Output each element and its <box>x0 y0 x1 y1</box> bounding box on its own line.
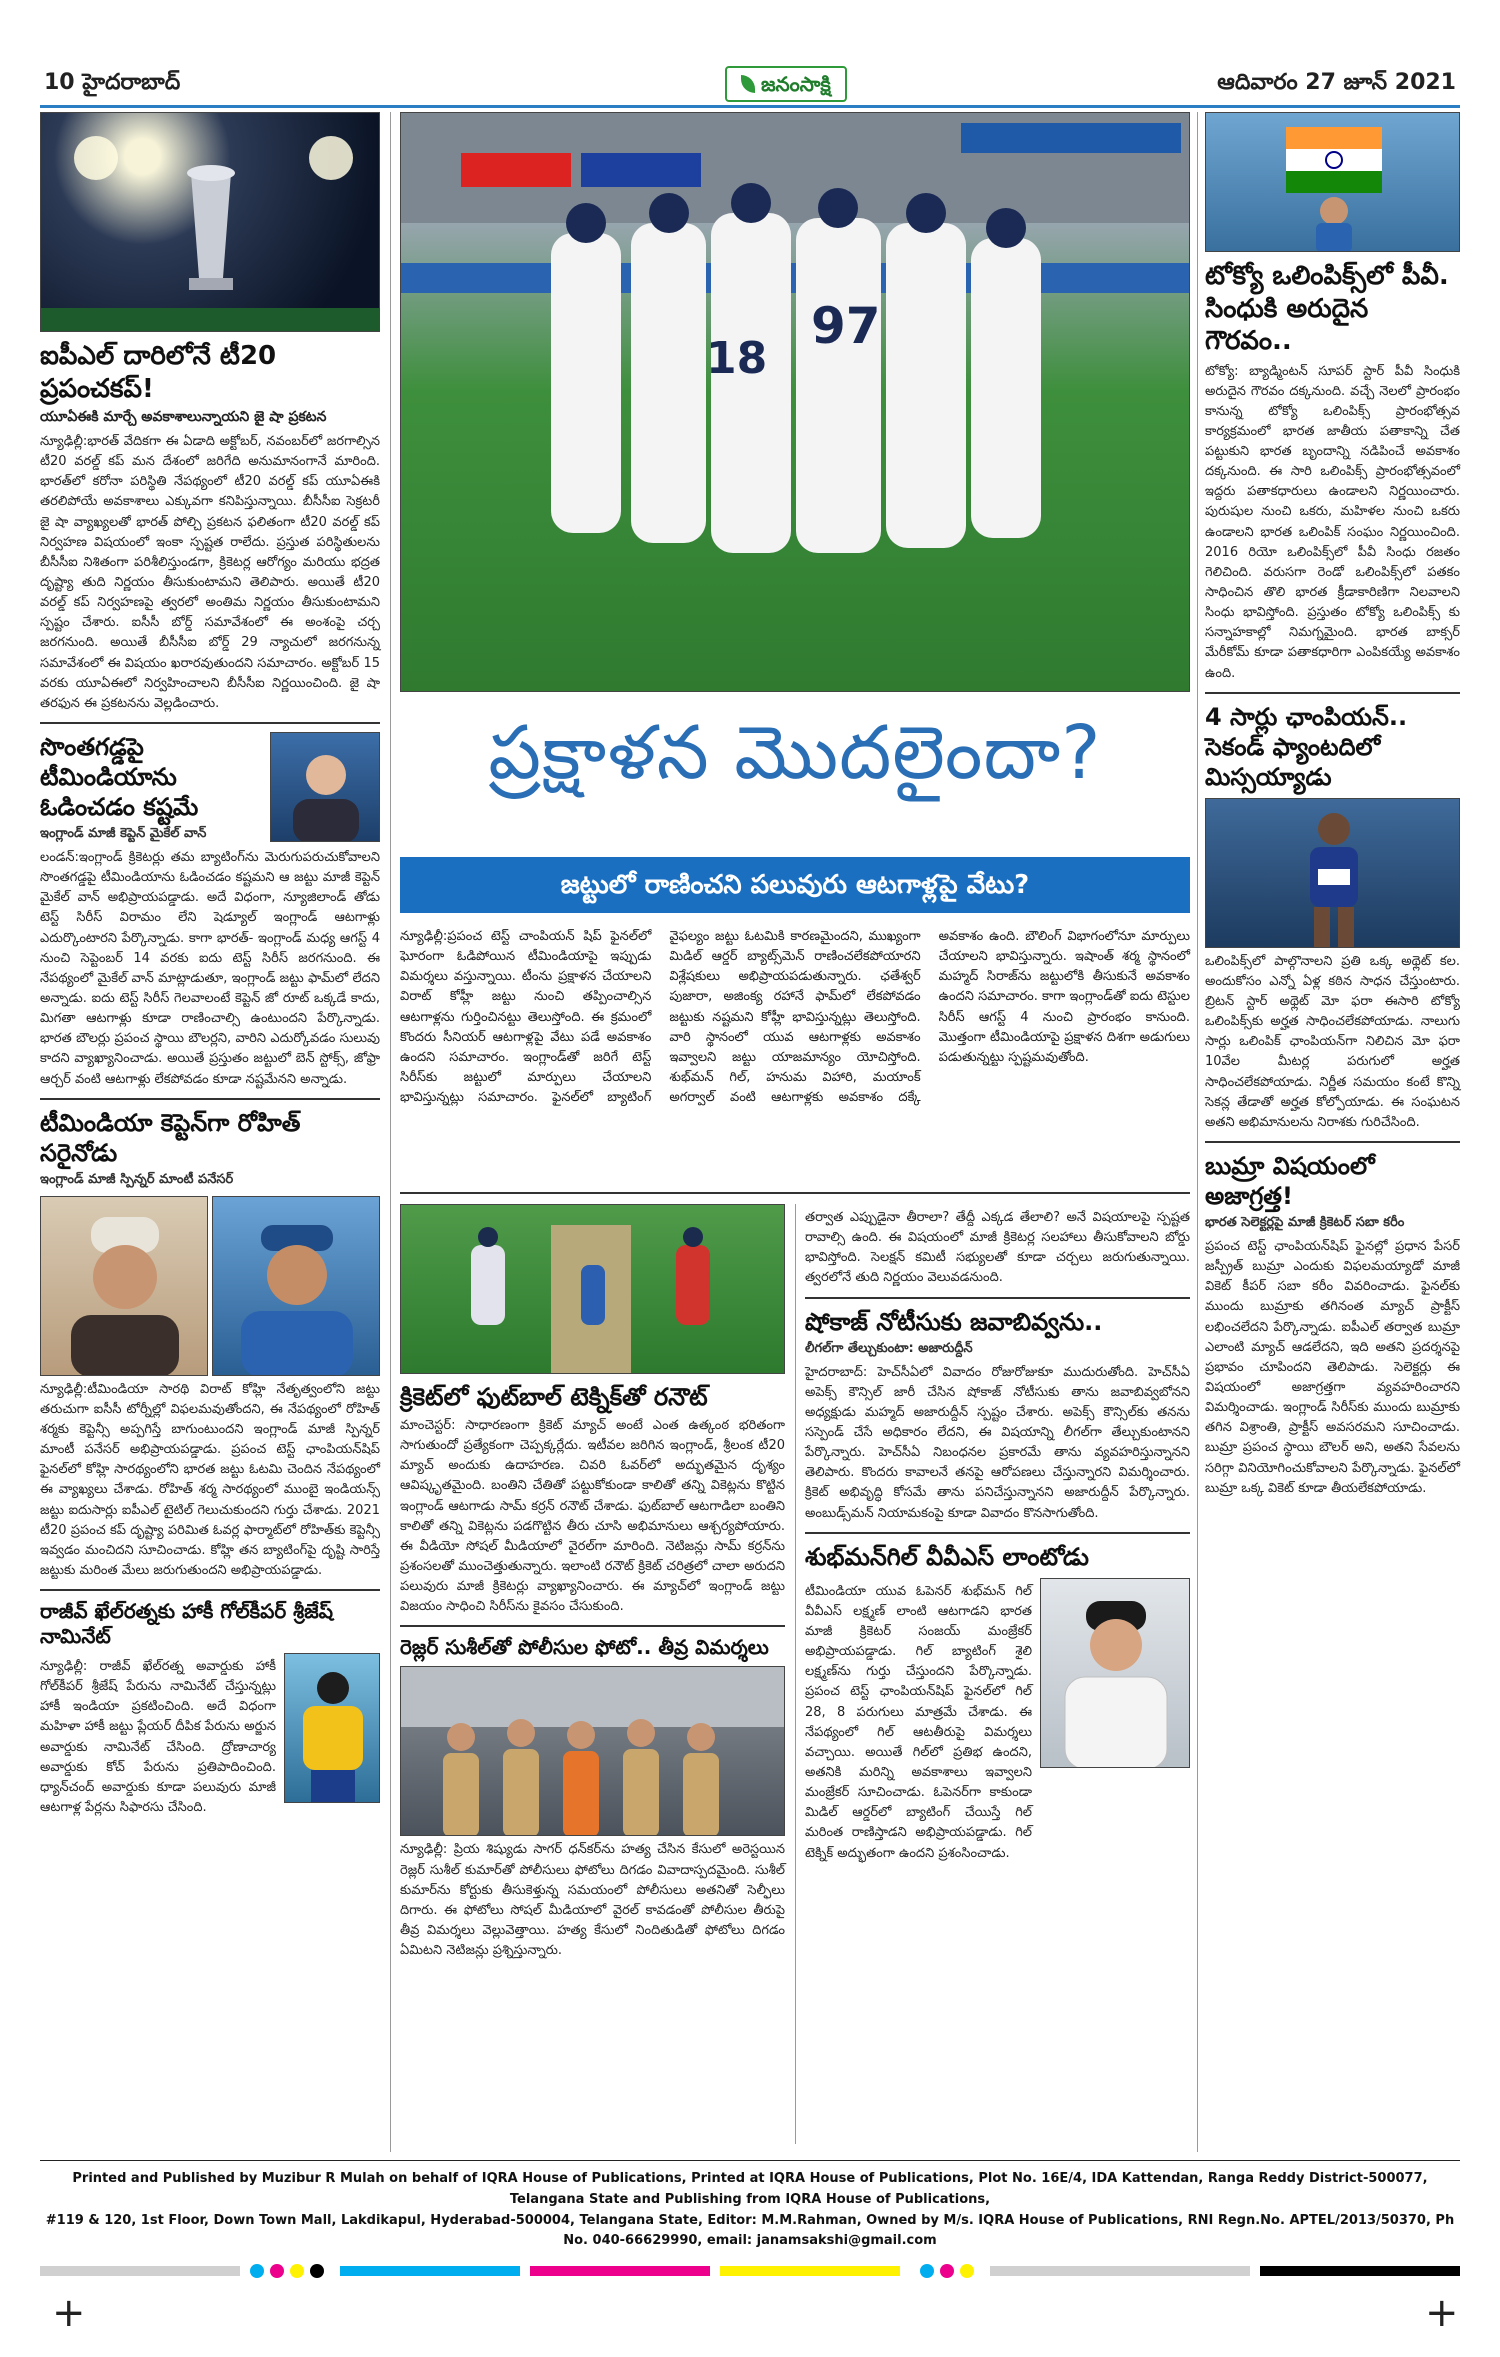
article-body-sushil: న్యూఢిల్లీ: ప్రియ శిష్యుడు సాగర్ ధన్‌కర్‌ను హత్య చేసిన కేసులో అరెస్టయిన రెజ్లర్ సుశీల్ కుమార్‌తో పోలీసులు ఫోటోలు దిగడం వివాదాస్పదమైంది. సుశీల్ కుమార్‌ను కోర్టుకు తీసుకెళ్తున్న సమయంలో పోలీసులు అతనితో సెల్ఫీలు దిగారు. ఈ ఫోటోలు సోషల్ మీడియాలో వైరల్ కావడంతో పోలీసుల తీరుపై తీవ్ర విమర్శలు వెల్లువెత్తాయి. హత్య కేసులో నిందితుడితో ఫోటోలు దిగడం ఏమిటని నెటిజన్లు ప్రశ్నిస్తున్నారు. <box>400 1842 785 1959</box>
grey-bar <box>990 2266 1250 2276</box>
headline-runout: క్రికెట్‌లో ఫుట్‌బాల్ టెక్నిక్‌తో రనౌట్ <box>400 1383 708 1411</box>
headline-sindhu: టోక్యో ఒలింపిక్స్‌లో పీవీ. సింధుకి అరుదైన గౌరవం.. <box>1205 261 1449 356</box>
article-body-runout: మాంచెస్టర్: సాధారణంగా క్రికెట్ మ్యాచ్ అంటే ఎంత ఉత్కంఠ భరితంగా సాగుతుందో ప్రత్యేకంగా చెప్పక్కర్లేదు. ఇటీవల జరిగిన ఇంగ్లాండ్, శ్రీలంక టీ20 మ్యాచ్ అందుకు ఉదాహరణ. చివరి ఓవర్‌లో అద్భుతమైన దృశ్యం ఆవిష్కృతమైంది. బంతిని చేతితో పట్టుకోకుండా కాలితో తన్ని వికెట్లను కొట్టిన ఇంగ్లాండ్ ఆటగాడు సామ్ కర్రన్ రనౌట్ చేశాడు. ఫుట్‌బాల్ ఆటగాడిలా బంతిని కాలితో తన్ని వికెట్లను పడగొట్టిన తీరు చూసి అభిమానులు ఆశ్చర్యపోయారు. ఈ వీడియో సోషల్ మీడియాలో వైరల్‌గా మారింది. నెటిజన్లు సామ్ కర్రన్‌ను ప్రశంసలతో ముంచెత్తుతున్నారు. ఇలాంటి రనౌట్ క్రికెట్ చరిత్రలో చాలా అరుదని పలువురు మాజీ క్రికెటర్లు వ్యాఖ్యానించారు. ఈ మ్యాచ్‌లో ఇంగ్లాండ్ జట్టు విజయం సాధించి సిరీస్‌ను కైవసం చేసుకుంది. <box>400 1418 785 1615</box>
mofarah-photo <box>1205 798 1460 948</box>
divider <box>805 1297 1190 1299</box>
byline-panesar: ఇంగ్లాండ్ మాజీ స్పిన్నర్ మాంటీ పనేసర్ <box>40 1171 234 1187</box>
sushil-police-photo <box>400 1666 785 1836</box>
divider <box>1205 1141 1460 1143</box>
divider <box>40 722 380 724</box>
magenta-dot <box>940 2264 954 2278</box>
article-lead-continued: తర్వాత ఎప్పుడైనా తీరాలా? తేద్దీ ఎక్కడ తేలాలి? అనే విషయాలపై స్పష్టత రావాల్సి ఉంది. ఈ విషయంలో మాజీ క్రికెటర్ల సలహాలు తీసుకోవాలని బోర్డు భావిస్తోంది. సెలక్షన్ కమిటీ సభ్యులతో కూడా చర్చలు జరుగుతున్నాయి. త్వరలోనే తుది నిర్ణయం వెలువడనుంది. <box>805 1210 1190 1286</box>
imprint-line-1: Printed and Published by Muzibur R Mulah on behalf of IQRA House of Publications, Printed at IQRA House of Publications, Plot No. 16E/4, IDA Kattendan, Ranga Reddy District-500077, Telangana State and Publishing from IQRA House of Publications, <box>72 2171 1428 2207</box>
left-column <box>40 112 380 2152</box>
main-headline: ప్రక్షాళన మొదలైందా? <box>488 710 1102 796</box>
headline-sreejesh: రాజీవ్ ఖేల్‌రత్నకు హాకీ గోల్‌కీపర్ శ్రీజేష్ నామినేట్ <box>40 1599 334 1649</box>
yellow-bar <box>720 2266 900 2276</box>
column-divider <box>795 1204 796 2144</box>
black-dot <box>310 2264 324 2278</box>
yellow-dot <box>290 2264 304 2278</box>
main-subheadline-banner: జట్టులో రాణించని పలువురు ఆటగాళ్లపై వేటు? <box>400 857 1190 913</box>
section-name: హైదరాబాద్ <box>82 70 181 95</box>
rohit-photo <box>212 1196 380 1376</box>
logo-text: జనంసాక్షి <box>761 72 831 96</box>
headline-rohit: టీమిండియా కెప్టెన్‌గా రోహిత్ సరైనోడు <box>40 1108 301 1167</box>
grey-bar <box>40 2266 240 2276</box>
black-bar <box>1260 2266 1460 2276</box>
cricket-field-illustration <box>401 1205 785 1374</box>
cyan-dot <box>250 2264 264 2278</box>
team-huddle-photo <box>400 112 1190 692</box>
article-sreejesh <box>40 1653 380 1818</box>
middle-column <box>400 112 1190 2152</box>
issue-date: ఆదివారం 27 జూన్ 2021 <box>1217 70 1456 95</box>
headline-t20-worldcup: ఐపీఎల్ దారిలోనే టీ20 ప్రపంచకప్! <box>40 341 277 404</box>
divider <box>400 1625 785 1627</box>
main-article-body: న్యూఢిల్లీ:ప్రపంచ టెస్ట్ చాంపియన్ షిప్ ఫైనల్‌లో ఘోరంగా ఓడిపోయిన టీమిండియాపై ఇప్పుడు విమర్శలు వస్తున్నాయి. టీంను ప్రక్షాళన చేయాలని విరాట్ కోహ్లీ జట్టు నుంచి తప్పించాల్సిన ఆటగాళ్లను గుర్తించినట్టు తెలుస్తోంది. ఈ క్రమంలో కొందరు సీనియర్ ఆటగాళ్లపై వేటు పడే అవకాశం ఉందని సమాచారం. ఇంగ్లాండ్‌తో జరిగే టెస్ట్ సిరీస్‌కు జట్టులో మార్పులు చేయాలని భావిస్తున్నట్లు సమాచారం. ఫైనల్‌లో బ్యాటింగ్ వైఫల్యం జట్టు ఓటమికి కారణమైందని, ముఖ్యంగా మిడిల్ ఆర్డర్ బ్యాట్స్‌మెన్ రాణించలేకపోయారని విశ్లేషకులు అభిప్రాయపడుతున్నారు. ఛతేశ్వర్ పుజారా, అజింక్య రహానే ఫామ్‌లో లేకపోవడం జట్టుకు నష్టమని కోహ్లీ భావిస్తున్నట్లు తెలుస్తోంది. వారి స్థానంలో యువ ఆటగాళ్లకు అవకాశం ఇవ్వాలని జట్టు యాజమాన్యం యోచిస్తోంది. శుభ్‌మన్ గిల్, హనుమ విహారి, మయాంక్ అగర్వాల్ వంటి ఆటగాళ్లకు అవకాశం దక్కే అవకాశం ఉంది. బౌలింగ్ విభాగంలోనూ మార్పులు చేయాలని భావిస్తున్నారు. ఇషాంత్ శర్మ స్థానంలో మహ్మద్ సిరాజ్‌ను జట్టులోకి తీసుకునే అవకాశం ఉందని సమాచారం. కాగా ఇంగ్లాండ్‌తో ఐదు టెస్టుల సిరీస్ ఆగస్ట్ 4 నుంచి ప్రారంభం కానుంది. మొత్తంగా టీమిండియాపై ప్రక్షాళన దిశగా అడుగులు పడుతున్నట్టు స్పష్టమవుతోంది. <box>400 929 1190 1106</box>
article-body-sindhu: టోక్యో: బ్యాడ్మింటన్ సూపర్ స్టార్ పీవీ సింధుకి అరుదైన గౌరవం దక్కనుంది. వచ్చే నెలలో ప్రారంభం కానున్న టోక్యో ఒలింపిక్స్ ప్రారంభోత్సవ కార్యక్రమంలో భారత జాతీయ పతాకాన్ని చేత పట్టుకుని భారత బృందాన్ని నడిపించే అవకాశం దక్కనుంది. ఈ సారి ఒలింపిక్స్ ప్రారంభోత్సవంలో ఇద్దరు పతాకధారులు ఉండాలని నిర్ణయించారు. పురుషుల నుంచి ఒకరు, మహిళల నుంచి ఒకరు ఉండాలని భారత ఒలింపిక్ సంఘం నిర్ణయించింది. 2016 రియో ఒలింపిక్స్‌లో పీవీ సింధు రజతం గెలిచింది. వరుసగా రెండో ఒలింపిక్స్‌లో పతకం సాధించిన తొలి భారత క్రీడాకారిణిగా నిలవాలని సింధు భావిస్తోంది. ప్రస్తుతం టోక్యో ఒలింపిక్స్ కు సన్నాహకాల్లో నిమగ్నమైంది. భారత బాక్సర్ మేరీకోమ్ కూడా పతాకధారిగా ఎంపికయ్యే అవకాశం ఉంది. <box>1205 363 1460 681</box>
divider <box>400 1192 1190 1194</box>
masthead <box>40 62 1460 108</box>
column-divider <box>390 112 391 2152</box>
runout-photo <box>400 1204 785 1374</box>
column-divider <box>1197 112 1198 2152</box>
yellow-dot <box>960 2264 974 2278</box>
cyan-dot <box>920 2264 934 2278</box>
headline-sushil: రెజ్లర్ సుశీల్‌తో పోలీసుల ఫోటో.. తీవ్ర విమర్శలు <box>400 1635 769 1660</box>
subheadline-t20: యూఏఈకి మార్చే అవకాశాలున్నాయని జై షా ప్రకటన <box>40 409 327 425</box>
article-vaughan <box>40 732 380 844</box>
team-huddle-illustration <box>401 113 1190 692</box>
svg-text:18: 18 <box>706 333 768 384</box>
gill-photo <box>1040 1578 1190 1768</box>
vaughan-photo <box>270 732 380 842</box>
article-body-vaughan: లండన్:ఇంగ్లాండ్ క్రికెటర్లు తమ బ్యాటింగ్‌ను మెరుగుపరుచుకోవాలని సొంతగడ్డపై టీమిండియాను ఓడించడం కష్టమని ఆ జట్టు మాజీ కెప్టెన్ మైకేల్ వాన్ అభిప్రాయపడ్డాడు. అదే విధంగా, న్యూజిలాండ్ తోడు టెస్ట్ సిరీస్ విరామం లేని షెడ్యూల్ ఇంగ్లాండ్ ఆటగాళ్లు ఎదుర్కొంటారని పేర్కొన్నాడు. కాగా భారత్- ఇంగ్లాండ్ మధ్య ఆగస్ట్ 4 నుంచి సెప్టెంబర్ 14 వరకు ఐదు టెస్ట్ సిరీస్ జరగనుంది. ఈ నేపథ్యంలో మైకేల్ వాన్ మాట్లాడుతూ, ఇంగ్లాండ్ జట్టు ఫామ్‌లో లేదని అన్నాడు. ఐదు టెస్ట్ సిరీస్ గెలవాలంటే కెప్టెన్ జో రూట్ ఒక్కడే కాదు, మిగతా ఆటగాళ్లు కూడా రాణించాల్సి ఉంటుందని పేర్కొన్నాడు. భారత బౌలర్లు ప్రపంచ స్థాయి బౌలర్లని, వారిని ఎదుర్కోవడం సులువు కాదని వ్యాఖ్యానించాడు. అయితే ప్రస్తుతం జట్టులో బెన్ స్టోక్స్, జోఫ్రా ఆర్చర్ వంటి ఆటగాళ్లు లేకపోవడం కూడా నష్టమేనని అన్నాడు. <box>40 849 380 1087</box>
imprint-footer <box>40 2160 1460 2249</box>
registration-cross-icon: + <box>1425 2290 1459 2336</box>
article-body-rohit: న్యూఢిల్లీ:టీమిండియా సారథి విరాట్ కోహ్లి నేతృత్వంలోని జట్టు తరుచుగా ఐసీసీ టోర్నీల్లో విఫలమవుతోందని, ఈ నేపథ్యంలో రోహిత్ శర్మకు కెప్టెన్సీ అప్పగిస్తే బాగుంటుందని ఇంగ్లాండ్ మాజీ స్పిన్నర్ మాంటీ పనేసర్ అభిప్రాయపడ్డాడు. ప్రపంచ టెస్ట్ ఛాంపియన్‌షిప్ ఫైనల్‌లో కోహ్లి సారథ్యంలోని భారత జట్టు ఓటమి చెందిన నేపథ్యంలో ఈ వ్యాఖ్యలు చేశాడు. రోహిత్ శర్మ సారథ్యంలో ముంబై ఇండియన్స్ జట్టు ఐదుసార్లు ఐపీఎల్ టైటిల్ గెలుచుకుందని గుర్తు చేశాడు. 2021 టీ20 ప్రపంచ కప్ దృష్ట్యా పరిమిత ఓవర్ల ఫార్మాట్‌లో రోహిత్‌కు కెప్టెన్సీ ఇవ్వడం మంచిదని సూచించాడు. కోహ్లి తన బ్యాటింగ్‌పై దృష్టి సారిస్తే జట్టుకు మరింత మేలు జరుగుతుందని అభిప్రాయపడ్డాడు. <box>40 1381 380 1578</box>
byline-vaughan: ఇంగ్లాండ్ మాజీ కెప్టెన్ మైకేల్ వాన్ <box>40 825 207 841</box>
magenta-bar <box>530 2266 710 2276</box>
divider <box>805 1532 1190 1534</box>
article-runout <box>400 1204 785 1961</box>
byline-bumrah: భారత సెలెక్టర్లపై మాజీ క్రికెటర్ సబా కరీం <box>1205 1215 1405 1231</box>
leaf-icon <box>741 75 755 93</box>
registration-cross-icon: + <box>52 2290 86 2336</box>
article-body-t20: న్యూఢిల్లీ:భారత్ వేదికగా ఈ ఏడాది అక్టోబర్, నవంబర్‌లో జరగాల్సిన టీ20 వరల్డ్ కప్ మన దేశంలో జరిగేది అనుమానంగానే మారింది. భారత్‌లో కరోనా పరిస్థితి నేపథ్యంలో టీ20 వరల్డ్ కప్ యూఏఈకి తరలిపోయే అవకాశాలు ఎక్కువగా కనిపిస్తున్నాయి. బీసీసీఐ సెక్రటరీ జై షా వ్యాఖ్యలతో భారత్ పోల్చి ప్రకటన ఫలితంగా టీ20 వరల్డ్ కప్ నిర్వహణ విషయంలో ఇంకా స్పష్టత రాలేదు. ప్రస్తుత పరిస్థితులను బీసీసీఐ నిశితంగా పరిశీలిస్తుండగా, క్రికెటర్ల ఆరోగ్యం మరియు భద్రత దృష్ట్యా తుది నిర్ణయం తీసుకుంటామని తెలిపారు. అయితే టీ20 వరల్డ్ కప్ నిర్వహణపై త్వరలో అంతిమ నిర్ణయం తీసుకుంటామని స్పష్టం చేశారు. ఐసీసీ బోర్డ్ సమావేశంలో ఈ అంశంపై చర్చ జరగనుంది. అయితే బీసీసీఐ బోర్డ్ 29 న్యాచులో జరగనున్న సమావేశంలో ఈ విషయం ఖరారవుతుందని సమాచారం. అక్టోబర్ 15 వరకు యూఏఈలో నిర్వహించాలని బీసీసీఐ నిర్ణయించింది. జై షా తరఫున ఈ ప్రకటనను వెల్లడించారు. <box>40 434 380 711</box>
color-registration-bar <box>40 2262 1460 2280</box>
page-number: 10 <box>44 70 75 95</box>
group-photo-illustration <box>401 1667 785 1836</box>
portrait-icon <box>41 1197 208 1376</box>
imprint-line-2: #119 & 120, 1st Floor, Down Town Mall, Lakdikapul, Hyderabad-500004, Telangana State, Editor: M.M.Rahman, Owned by M/s. IQRA House of Publications, RNI Regn.No. APTEL/2013/50370, Ph No. 040-66629990, email: janamsakshi@gmail.com <box>45 2212 1455 2249</box>
headline-mofarah: 4 సార్లు ఛాంపియన్.. సెకండ్ ఫ్యాంటదిలో మిస్సయ్యాడు <box>1205 702 1408 791</box>
sindhu-photo <box>1205 112 1460 252</box>
portrait-icon <box>271 733 380 842</box>
article-body-bumrah: ప్రపంచ టెస్ట్ ఛాంపియన్‌షిప్ ఫైనల్లో ప్రధాన పేసర్ జస్ప్రీత్ బుమ్రా ఎందుకు విఫలమయ్యాడో మాజీ వికెట్ కీపర్ సబా కరీం వివరించాడు. ఫైనల్‌కు ముందు బుమ్రాకు తగినంత మ్యాచ్ ప్రాక్టీస్ లభించలేదని పేర్కొన్నాడు. ఐపీఎల్ తర్వాత బుమ్రా ఎలాంటి మ్యాచ్ ఆడలేదని, ఇది అతని ప్రదర్శనపై ప్రభావం చూపిందని తెలిపాడు. సెలెక్టర్లు ఈ విషయంలో అజాగ్రత్తగా వ్యవహరించారని విమర్శించాడు. ఇంగ్లాండ్ సిరీస్‌కు ముందు బుమ్రాకు తగిన విశ్రాంతి, ప్రాక్టీస్ అవసరమని సూచించాడు. బుమ్రా ప్రపంచ స్థాయి బౌలర్ అని, అతని సేవలను సరిగ్గా వినియోగించుకోవాలని పేర్కొన్నాడు. ఫైనల్‌లో బుమ్రా ఒక్క వికెట్ కూడా తీయలేకపోయాడు. <box>1205 1239 1460 1496</box>
article-azhar <box>805 1204 1190 1864</box>
page-section-label <box>44 70 180 100</box>
goalkeeper-icon <box>285 1654 380 1803</box>
magenta-dot <box>270 2264 284 2278</box>
runner-illustration <box>1206 799 1460 948</box>
trophy-photo <box>40 112 380 332</box>
trophy-illustration <box>41 113 380 332</box>
rohit-panesar-photos <box>40 1196 380 1376</box>
article-gill <box>805 1578 1190 1864</box>
cyan-bar <box>340 2266 520 2276</box>
divider <box>40 1589 380 1591</box>
divider <box>1205 692 1460 694</box>
newspaper-logo <box>725 66 847 102</box>
article-body-gill: టీమిండియా యువ ఓపెనర్ శుభ్‌మన్ గిల్ వీవీఎస్ లక్ష్మణ్ లాంటి ఆటగాడని భారత మాజీ క్రికెటర్ సంజయ్ మంజ్రేకర్ అభిప్రాయపడ్డాడు. గిల్ బ్యాటింగ్ శైలి లక్ష్మణ్‌ను గుర్తు చేస్తుందని పేర్కొన్నాడు. ప్రపంచ టెస్ట్ ఛాంపియన్‌షిప్ ఫైనల్‌లో గిల్ 28, 8 పరుగులు మాత్రమే చేశాడు. ఈ నేపథ్యంలో గిల్ ఆటతీరుపై విమర్శలు వచ్చాయి. అయితే గిల్‌లో ప్రతిభ ఉందని, అతనికి మరిన్ని అవకాశాలు ఇవ్వాలని మంజ్రేకర్ సూచించాడు. ఓపెనర్‌గా కాకుండా మిడిల్ ఆర్డర్‌లో బ్యాటింగ్ చేయిస్తే గిల్ మరింత రాణిస్తాడని అభిప్రాయపడ్డాడు. గిల్ టెక్నిక్ అద్భుతంగా ఉందని ప్రశంసించాడు. <box>805 1583 1032 1861</box>
portrait-icon <box>213 1197 380 1376</box>
article-body-mofarah: ఒలింపిక్స్‌లో పాల్గొనాలని ప్రతి ఒక్క అథ్లెట్ కల. అందుకోసం ఎన్నో ఏళ్ల కఠిన సాధన చేస్తుంటారు. బ్రిటన్ స్టార్ అథ్లెట్ మో ఫరా ఈసారి టోక్యో ఒలింపిక్స్‌కు అర్హత సాధించలేకపోయాడు. నాలుగు సార్లు ఒలింపిక్ ఛాంపియన్‌గా నిలిచిన మో ఫరా 10వేల మీటర్ల పరుగులో అర్హత సాధించలేకపోయాడు. నిర్ణీత సమయం కంటే కొన్ని సెకన్ల తేడాతో అర్హత కోల్పోయాడు. ఈ సంఘటన అతని అభిమానులను నిరాశకు గురిచేసింది. <box>1205 953 1460 1130</box>
headline-azhar: షోకాజ్ నోటీసుకు జవాబివ్వను.. <box>805 1307 1103 1336</box>
panesar-photo <box>40 1196 208 1376</box>
headline-vaughan: సొంతగడ్డపై టీమిండియాను ఓడించడం కష్టమే <box>40 732 199 821</box>
article-body-sreejesh: న్యూఢిల్లీ: రాజీవ్ ఖేల్‌రత్న అవార్డుకు హాకీ గోల్‌కీపర్ శ్రీజేష్ పేరును నామినేట్ చేస్తున్నట్లు హాకీ ఇండియా ప్రకటించింది. అదే విధంగా మహిళా హాకీ జట్టు ప్లేయర్ దీపిక పేరును అర్జున అవార్డుకు నామినేట్ చేసింది. ద్రోణాచార్య అవార్డుకు కోచ్ పేరును ప్రతిపాదించింది. ధ్యాన్‌చంద్ అవార్డుకు కూడా పలువురు మాజీ ఆటగాళ్ల పేర్లను సిఫారసు చేసింది. <box>40 1659 276 1816</box>
svg-text:97: 97 <box>811 297 881 355</box>
headline-gill: శుభ్‌మన్‌గిల్ వీవీఎస్ లాంటోడు <box>805 1542 1089 1571</box>
portrait-icon <box>1041 1579 1190 1768</box>
article-body-azhar: హైదరాబాద్: హెచ్‌సీఏలో వివాదం రోజురోజుకూ ముదురుతోంది. హెచ్‌సీఏ అపెక్స్ కౌన్సిల్ జారీ చేసిన షోకాజ్ నోటీసుకు తాను జవాబివ్వబోనని అధ్యక్షుడు మహ్మద్ అజారుద్దీన్ స్పష్టం చేశారు. అపెక్స్ కౌన్సిల్‌కు తనను సస్పెండ్ చేసే అధికారం లేదని, ఈ విషయాన్ని లీగల్‌గా తేల్చుకుంటానని పేర్కొన్నారు. హెచ్‌సీఏ నిబంధనల ప్రకారమే తాను వ్యవహరిస్తున్నానని తెలిపారు. కొందరు కావాలనే తనపై ఆరోపణలు చేస్తున్నారని విమర్శించారు. క్రికెట్ అభివృద్ధి కోసమే తాను పనిచేస్తున్నానని అజారుద్దీన్ పేర్కొన్నారు. అంబుడ్స్‌మన్ నియామకంపై కూడా వివాదం కొనసాగుతోంది. <box>805 1364 1190 1521</box>
sreejesh-photo <box>284 1653 380 1803</box>
right-column <box>1205 112 1460 2152</box>
headline-bumrah: బుమ్రా విషయంలో అజాగ్రత్త! <box>1205 1152 1375 1211</box>
divider <box>40 1098 380 1100</box>
flag-bearer-illustration <box>1206 113 1460 252</box>
byline-azhar: లీగల్‌గా తేల్చుకుంటా: అజారుద్దీన్ <box>805 1340 973 1356</box>
